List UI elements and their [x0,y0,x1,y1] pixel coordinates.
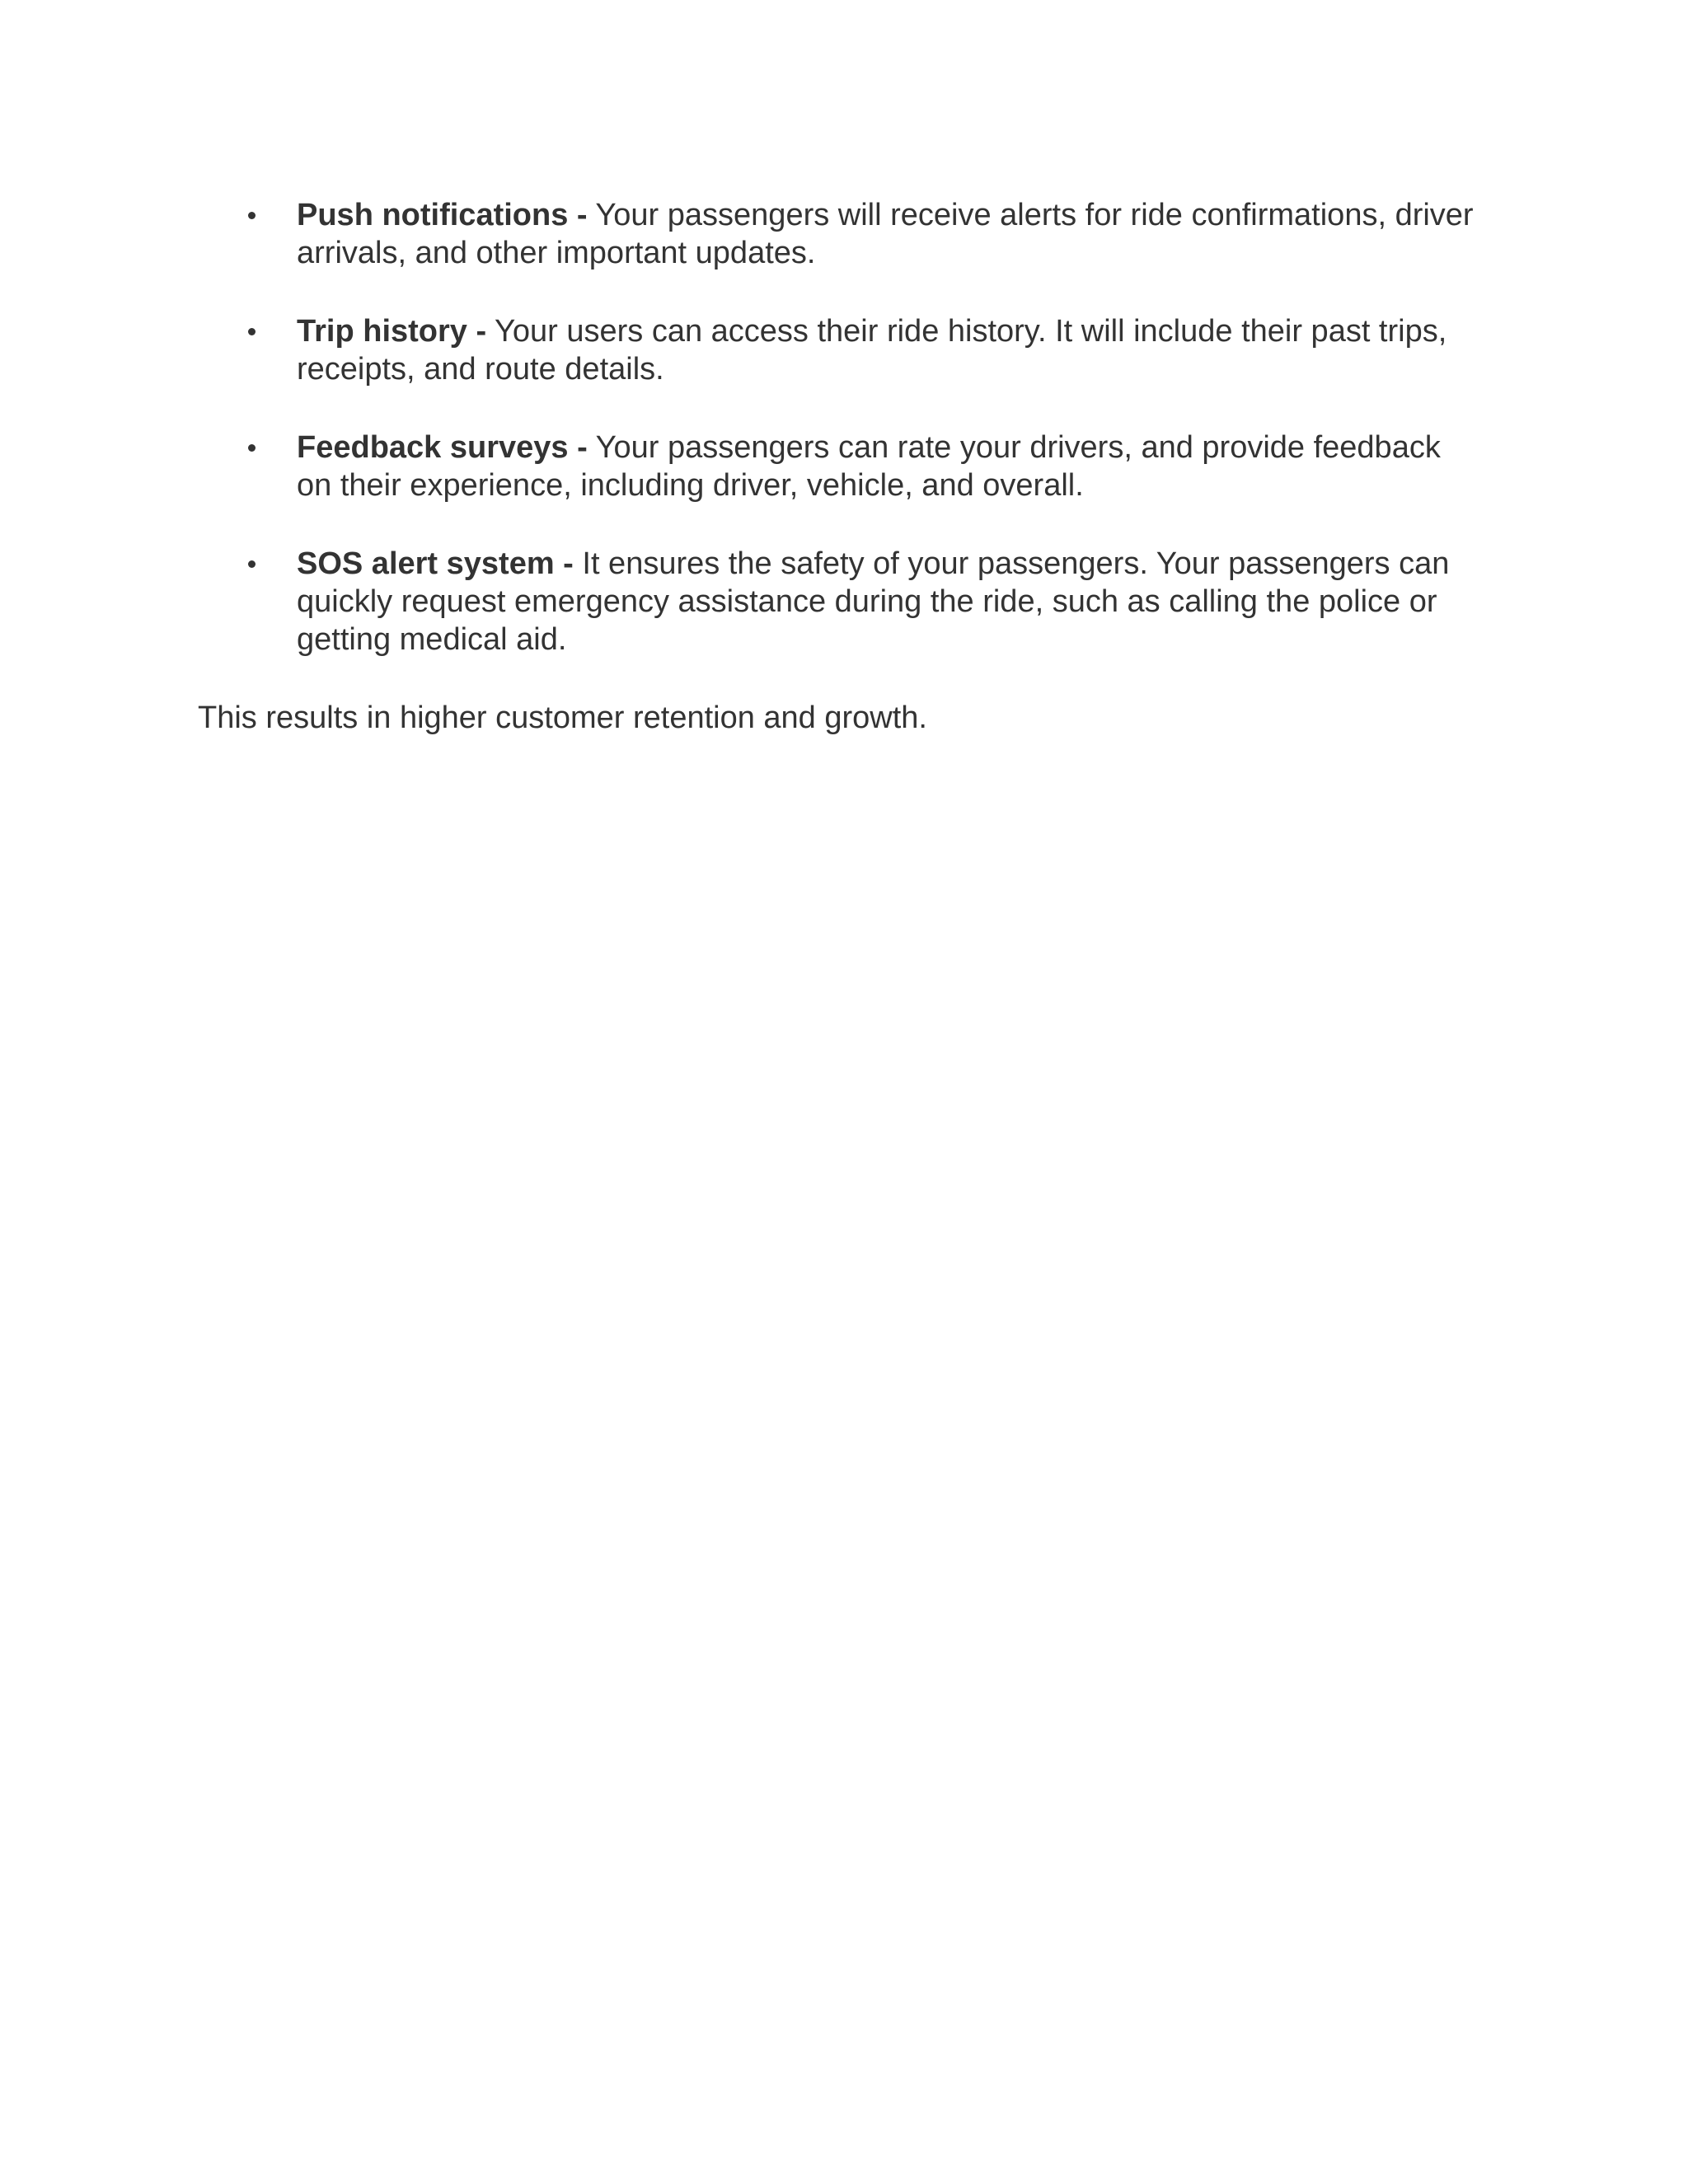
bullet-item-trip-history [198,312,1484,388]
bullet-text: Your users can access their ride history. It will include their past trips, receipts, and route details. [297,314,1447,387]
closing-paragraph: This results in higher customer retention and growth. [198,701,927,735]
bullet-dot-icon [248,560,256,568]
bullet-text: Your passengers will receive alerts for ride confirmations, driver arrivals, and other important updates. [297,198,1474,270]
document-content [198,196,1484,737]
bullet-dot-icon [248,444,256,452]
bullet-term: Feedback surveys - [297,430,588,465]
bullet-term: SOS alert system - [297,546,574,581]
bullet-term: Push notifications - [297,198,588,232]
bullet-item-sos-alert-system [198,545,1484,658]
bullet-term: Trip history - [297,314,487,349]
bullet-dot-icon [248,328,256,335]
feature-bullet-list [198,196,1484,658]
bullet-text: Your passengers can rate your drivers, and provide feedback on their experience, including driver, vehicle, and overall. [297,430,1441,503]
bullet-text: It ensures the safety of your passengers. Your passengers can quickly request emergency assistance during the ride, such as calling the police or getting medical aid. [297,546,1450,657]
bullet-dot-icon [248,212,256,219]
bullet-item-push-notifications [198,196,1484,272]
bullet-item-feedback-surveys [198,429,1484,504]
